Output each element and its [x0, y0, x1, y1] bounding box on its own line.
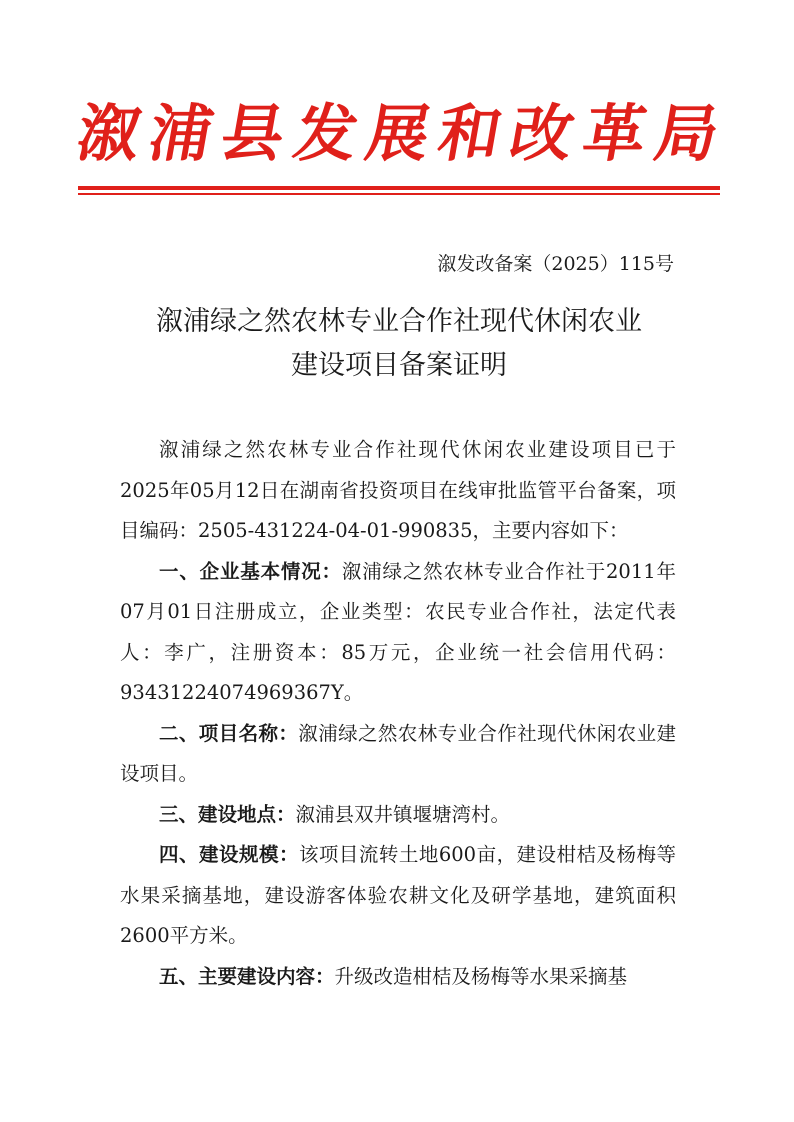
- org-title-char: 浦: [143, 97, 219, 170]
- section-text: 溆浦绿之然农林专业合作社现代休闲农业建设项目。: [120, 721, 676, 785]
- section-location: [120, 795, 676, 836]
- document-title: [78, 300, 720, 388]
- section-label: 四、建设规模：: [159, 843, 299, 866]
- org-title-char: 革: [577, 97, 653, 170]
- issuing-organization-title: [71, 88, 725, 180]
- org-title-char: 县: [216, 97, 292, 170]
- header-divider-thin: [78, 193, 720, 195]
- org-title-char: 和: [432, 97, 508, 170]
- intro-paragraph: 溆浦绿之然农林专业合作社现代休闲农业建设项目已于2025年05月12日在湖南省投资项目在线审批监管平台备案，项目编码：2505-431224-04-01-990835，主要内容如下：: [120, 438, 676, 542]
- section-label: 二、项目名称：: [159, 721, 299, 745]
- section-text: 溆浦绿之然农林专业合作社于2011年07月01日注册成立，企业类型：农民专业合作社，法定代表人：李广，注册资本：85万元，企业统一社会信用代码：93431224074969367Y。: [120, 559, 676, 704]
- org-title-char: 改: [505, 97, 580, 170]
- section-label: 五、主要建设内容：: [159, 964, 335, 988]
- section-text: 溆浦县双井镇堰塘湾村。: [295, 802, 511, 826]
- document-title-line-1: 溆浦绿之然农林专业合作社现代休闲农业: [156, 306, 642, 337]
- section-label: 一、企业基本情况：: [159, 559, 342, 583]
- section-main-content: [120, 957, 676, 998]
- org-title-char: 溆: [71, 97, 147, 170]
- section-text: 升级改造柑桔及杨梅等水果采摘基: [334, 964, 628, 988]
- document-body: [120, 430, 676, 997]
- section-label: 三、建设地点：: [159, 802, 296, 826]
- document-number: 溆发改备案（2025）115号: [437, 253, 674, 275]
- section-text: 该项目流转土地600亩，建设柑桔及杨梅等水果采摘基地，建设游客体验农耕文化及研学基地，建筑面积2600平方米。: [120, 843, 676, 947]
- org-title-char: 展: [360, 97, 436, 170]
- header-divider-thick: [78, 186, 720, 190]
- org-title-char: 局: [649, 97, 725, 170]
- section-project-name: [120, 714, 676, 795]
- section-scale: [120, 835, 676, 957]
- org-title-char: 发: [288, 97, 364, 170]
- section-enterprise-info: [120, 552, 676, 714]
- document-title-line-2: 建设项目备案证明: [291, 350, 507, 381]
